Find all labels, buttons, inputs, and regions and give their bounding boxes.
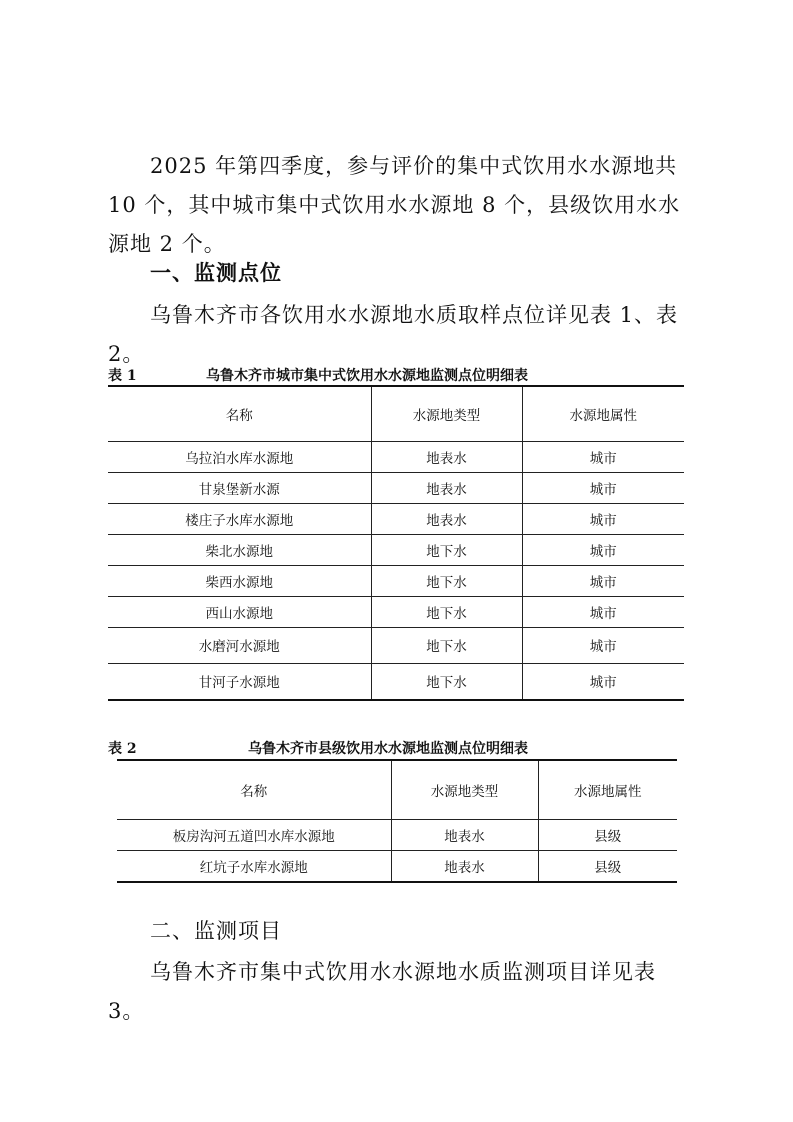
table-cell-name: 乌拉泊水库水源地 <box>108 441 371 472</box>
table-cell-attribute: 城市 <box>522 534 684 565</box>
table2 <box>117 759 677 883</box>
table-cell-type: 地表水 <box>371 503 522 534</box>
table-cell-name: 柴西水源地 <box>108 565 371 596</box>
table-row <box>108 534 684 565</box>
table-cell-type: 地下水 <box>371 565 522 596</box>
table1-header-name: 名称 <box>108 386 371 441</box>
table1-header-row <box>108 386 684 441</box>
table-cell-attribute: 城市 <box>522 565 684 596</box>
section-heading-monitoring-points: 一、监测点位 <box>150 261 282 285</box>
section2-paragraph: 乌鲁木齐市集中式饮用水水源地水质监测项目详见表 3。 <box>108 960 656 1023</box>
table2-caption <box>108 740 677 758</box>
table-cell-attribute: 县级 <box>538 819 677 850</box>
table-cell-attribute: 城市 <box>522 627 684 663</box>
table-cell-name: 甘泉堡新水源 <box>108 472 371 503</box>
table1-label: 表 1 <box>108 368 137 384</box>
table-cell-type: 地表水 <box>391 819 538 850</box>
table1-title: 乌鲁木齐市城市集中式饮用水水源地监测点位明细表 <box>206 368 528 384</box>
table1-header-attribute: 水源地属性 <box>522 386 684 441</box>
section1-paragraph: 乌鲁木齐市各饮用水水源地水质取样点位详见表 1、表 2。 <box>108 303 679 366</box>
table-cell-name: 西山水源地 <box>108 596 371 627</box>
table-row <box>108 627 684 663</box>
table-cell-type: 地下水 <box>371 627 522 663</box>
table-row <box>108 596 684 627</box>
table2-header-attribute: 水源地属性 <box>538 760 677 819</box>
table2-header-name: 名称 <box>117 760 391 819</box>
table-row <box>108 503 684 534</box>
table-cell-name: 板房沟河五道凹水库水源地 <box>117 819 391 850</box>
table-cell-type: 地表水 <box>371 472 522 503</box>
table2-label: 表 2 <box>108 741 137 757</box>
table-row <box>108 663 684 700</box>
table1-header-type: 水源地类型 <box>371 386 522 441</box>
table-cell-type: 地表水 <box>371 441 522 472</box>
intro-paragraph: 2025 年第四季度，参与评价的集中式饮用水水源地共 10 个，其中城市集中式饮用水水源地 8 个，县级饮用水水源地 2 个。 <box>108 154 681 256</box>
table-cell-attribute: 县级 <box>538 850 677 882</box>
table-row <box>117 819 677 850</box>
table-cell-attribute: 城市 <box>522 503 684 534</box>
table-row <box>108 441 684 472</box>
table2-title: 乌鲁木齐市县级饮用水水源地监测点位明细表 <box>248 741 528 757</box>
table-row <box>117 850 677 882</box>
table-row <box>108 472 684 503</box>
table-cell-name: 水磨河水源地 <box>108 627 371 663</box>
table-cell-attribute: 城市 <box>522 441 684 472</box>
table-cell-type: 地下水 <box>371 663 522 700</box>
section-heading-monitoring-items: 二、监测项目 <box>150 919 282 943</box>
table-cell-attribute: 城市 <box>522 472 684 503</box>
table-cell-type: 地下水 <box>371 596 522 627</box>
table-cell-attribute: 城市 <box>522 663 684 700</box>
table-cell-name: 红坑子水库水源地 <box>117 850 391 882</box>
table-cell-name: 柴北水源地 <box>108 534 371 565</box>
table1-caption <box>108 367 684 385</box>
table1 <box>108 385 684 701</box>
table2-header-type: 水源地类型 <box>391 760 538 819</box>
table2-header-row <box>117 760 677 819</box>
table-cell-name: 甘河子水源地 <box>108 663 371 700</box>
table-cell-attribute: 城市 <box>522 596 684 627</box>
table-cell-type: 地下水 <box>371 534 522 565</box>
table-cell-type: 地表水 <box>391 850 538 882</box>
table-cell-name: 楼庄子水库水源地 <box>108 503 371 534</box>
table-row <box>108 565 684 596</box>
